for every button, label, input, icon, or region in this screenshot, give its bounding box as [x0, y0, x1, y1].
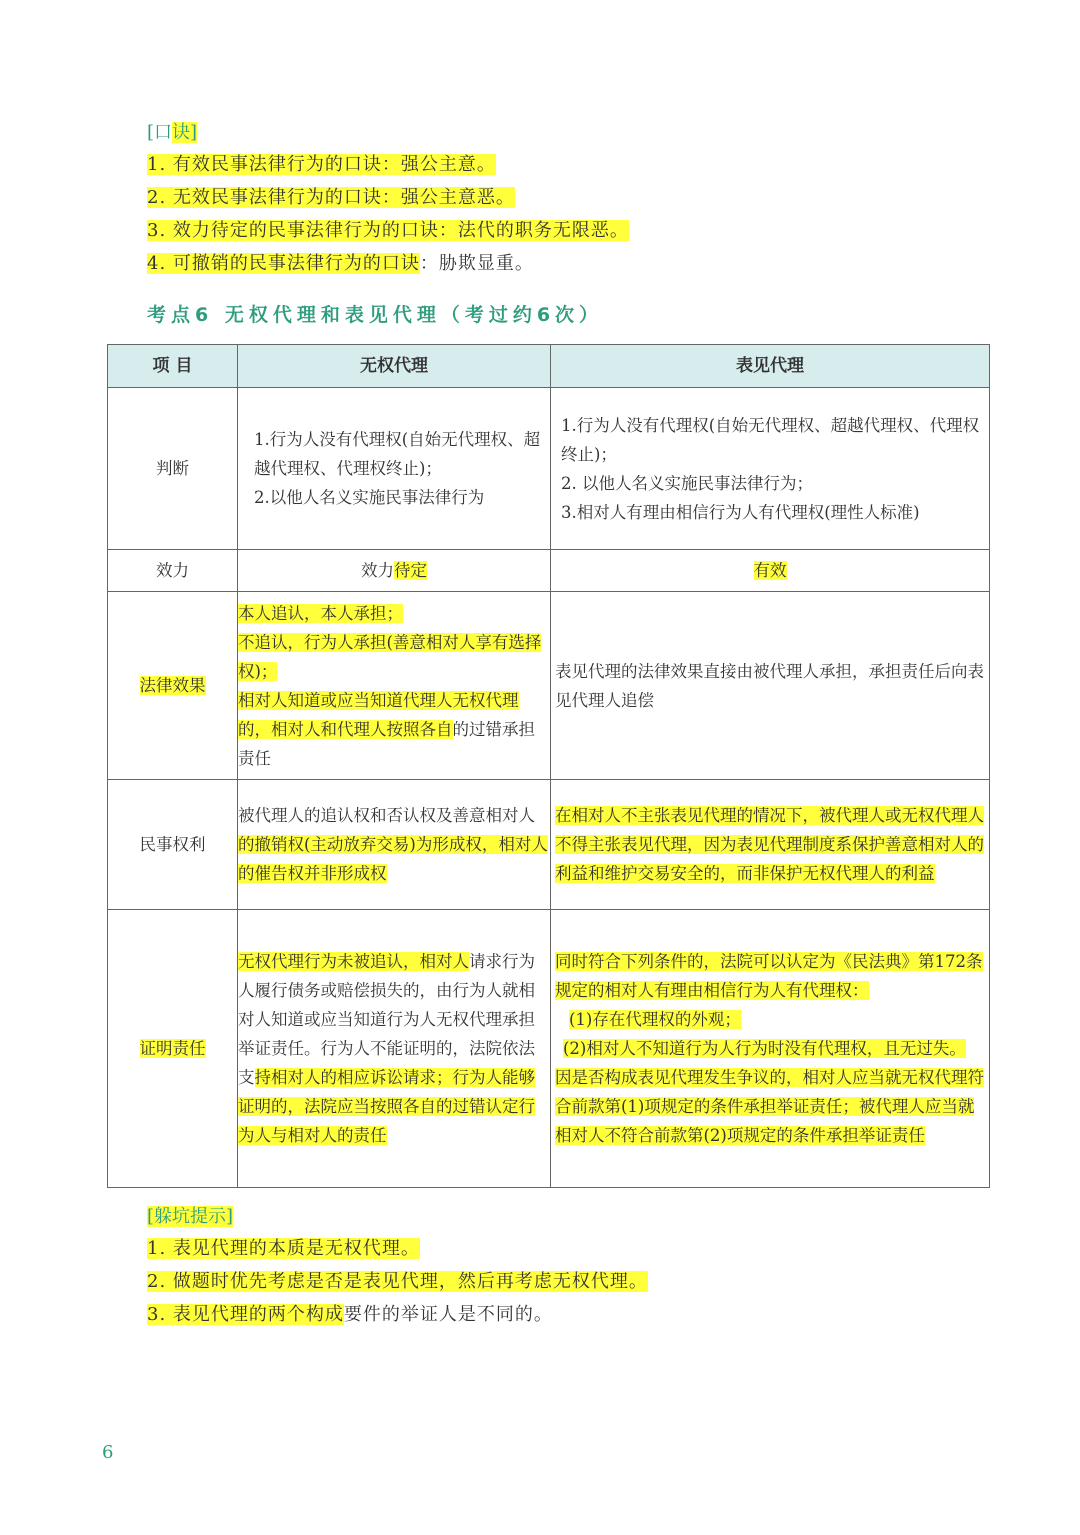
wuquan-cell: [238, 592, 551, 780]
section-title: 考点6 无权代理和表见代理（考过约6次）: [147, 304, 604, 326]
tips-item: 2. 做题时优先考虑是否是表见代理，然后再考虑无权代理。: [147, 1271, 648, 1292]
cell-text: 表见代理的法律效果直接由被代理人承担，承担责任后向表见代理人追偿: [555, 661, 984, 710]
biaojian-cell: [551, 780, 990, 910]
cell-line: 2. 以他人名义实施民事法律行为；: [561, 473, 813, 493]
tips-title: [躲坑提示]: [147, 1206, 234, 1227]
koujue-section: [147, 120, 629, 280]
koujue-title-hl: 诀]: [172, 122, 198, 143]
wuquan-cell: [238, 388, 551, 550]
koujue-item-text: 1. 有效民事法律行为的口诀：强公主意。: [147, 154, 496, 175]
comparison-table: [107, 344, 990, 1188]
cell-text: 有效: [753, 561, 787, 580]
koujue-item-text: 3. 效力待定的民事法律行为的口诀：法代的职务无限恶。: [147, 220, 629, 241]
biaojian-cell: [551, 910, 990, 1188]
table-row: [108, 910, 990, 1188]
koujue-item: [147, 148, 629, 181]
wuquan-cell: 无权代理行为未被追认，相对人请求行为人履行债务或赔偿损失的，由行为人就相对人知道或应当知道行为人无权代理承担举证责任。行为人不能证明的，法院依法支持相对人的相应诉讼请求；行为人能够证明的，法院应当按照各自的过错认定行为人与相对人的责任: [238, 910, 551, 1188]
koujue-title: [口诀]: [147, 122, 198, 143]
tips-section: [147, 1204, 648, 1331]
cell-line: 3.相对人有理由相信行为人有代理权(理性人标准): [561, 502, 920, 522]
row-label: 效力: [108, 550, 238, 592]
header-item: 项 目: [108, 345, 238, 388]
table-header-row: [108, 345, 990, 388]
cell-line: 因是否构成表见代理发生争议的，相对人应当就无权代理符合前款第(1)项规定的条件承担举证责任；被代理人应当就相对人不符合前款第(2)项规定的条件承担举证责任: [555, 1068, 984, 1145]
page-number: 6: [102, 1442, 114, 1463]
biaojian-cell: [551, 388, 990, 550]
tips-item: 1. 表见代理的本质是无权代理。: [147, 1238, 420, 1259]
row-label: 民事权利: [108, 780, 238, 910]
koujue-item: [147, 181, 629, 214]
cell-line: 本人追认，本人承担；: [238, 603, 403, 623]
cell-line: 1.行为人没有代理权(自始无代理权、超越代理权、代理权终止)；: [561, 415, 980, 464]
koujue-item: 4. 可撤销的民事法律行为的口诀：胁欺显重。: [147, 253, 534, 274]
table-row: [108, 592, 990, 780]
wuquan-cell: 效力待定: [238, 550, 551, 592]
tips-item: 3. 表见代理的两个构成要件的举证人是不同的。: [147, 1304, 553, 1325]
row-label-text: 法律效果: [139, 676, 206, 695]
cell-line: (2)相对人不知道行为人行为时没有代理权，且无过失。: [563, 1039, 966, 1058]
table-row: [108, 388, 990, 550]
row-label: [108, 910, 238, 1188]
header-wuquan: 无权代理: [238, 345, 551, 388]
wuquan-cell: 被代理人的追认权和否认权及善意相对人的撤销权(主动放弃交易)为形成权，相对人的催告权并非形成权: [238, 780, 551, 910]
cell-line: (1)存在代理权的外观；: [569, 1010, 741, 1029]
cell-text: 在相对人不主张表见代理的情况下，被代理人或无权代理人不得主张表见代理，因为表见代理制度系保护善意相对人的利益和维护交易安全的，而非保护无权代理人的利益: [555, 806, 984, 883]
koujue-item: [147, 214, 629, 247]
cell-line: 同时符合下列条件的，法院可以认定为《民法典》第172条规定的相对人有理由相信行为人有代理权：: [555, 952, 983, 1000]
row-label-text: 证明责任: [139, 1039, 206, 1058]
table-row: [108, 780, 990, 910]
row-label: [108, 592, 238, 780]
koujue-item-text: 2. 无效民事法律行为的口诀：强公主意恶。: [147, 187, 515, 208]
cell-line: 2.以他人名义实施民事法律行为: [254, 488, 485, 507]
biaojian-cell: [551, 592, 990, 780]
cell-line: 1.行为人没有代理权(自始无代理权、超越代理权、代理权终止)；: [254, 430, 541, 478]
cell-line: 不追认，行为人承担(善意相对人享有选择权)；: [238, 632, 542, 681]
biaojian-cell: [551, 550, 990, 592]
row-label: 判断: [108, 388, 238, 550]
cell-line: 相对人知道或应当知道代理人无权代理的，相对人和代理人按照各自的过错承担责任: [238, 690, 535, 768]
header-biaojian: 表见代理: [551, 345, 990, 388]
table-row: [108, 550, 990, 592]
